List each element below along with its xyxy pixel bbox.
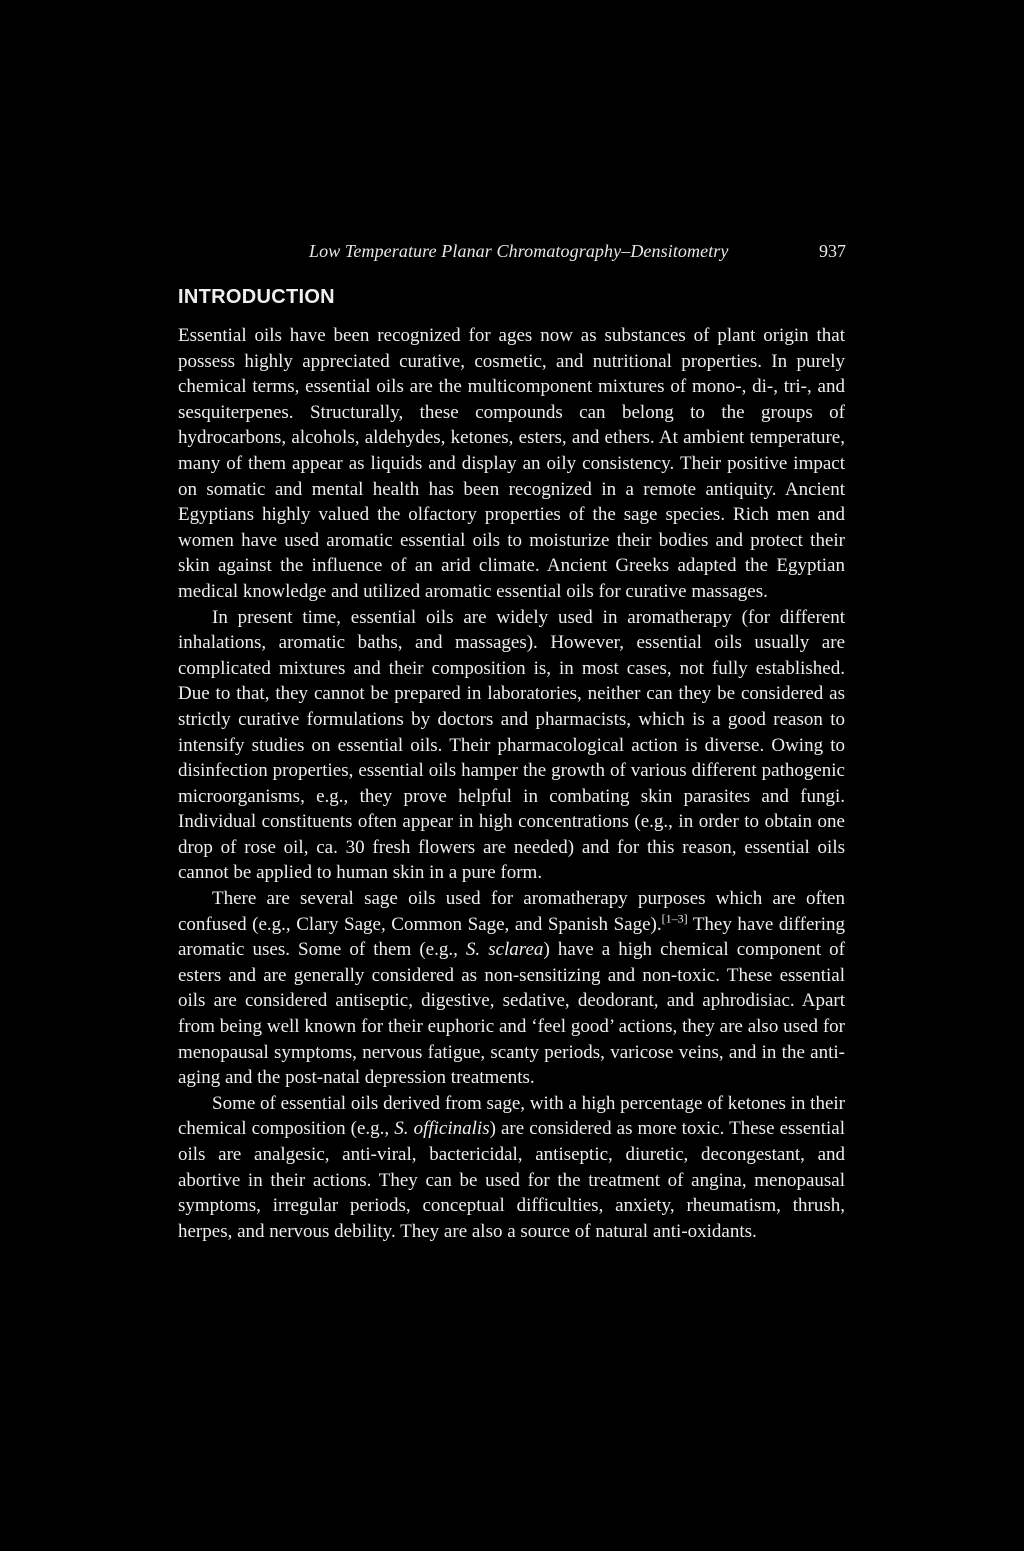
paragraph-3-text-c: ) have a high chemical component of esters and are generally considered as non-sensitizing and non-toxic. These essential oils are considered antiseptic, digestive, sedative, deodorant, and aphrodisiac. Apart from being well known for their euphoric and ‘feel good’ actions, they are also used for menopausal symptoms, nervous fatigue, scanty periods, varicose veins, and in the anti-aging and the post-natal depression treatments.	[178, 939, 846, 1089]
paragraph-4	[178, 1091, 845, 1245]
paragraph-3	[178, 886, 845, 1091]
paragraph-1: Essential oils have been recognized for ages now as substances of plant origin that possess highly appreciated curative, cosmetic, and nutritional properties. In purely chemical terms, essential oils are the multicomponent mixtures of mono-, di-, tri-, and sesquiterpenes. Structurally, these compounds can belong to the groups of hydrocarbons, alcohols, aldehydes, ketones, esters, and ethers. At ambient temperature, many of them appear as liquids and display an oily consistency. Their positive impact on somatic and mental health has been recognized in a remote antiquity. Ancient Egyptians highly valued the olfactory properties of the sage species. Rich men and women have used aromatic essential oils to moisturize their bodies and protect their skin against the influence of an arid climate. Ancient Greeks adapted the Egyptian medical knowledge and utilized aromatic essential oils for curative massages.	[178, 325, 845, 602]
species-name: S. officinalis	[394, 1118, 490, 1140]
paragraph-3-text-a: There are several sage oils used for aromatherapy purposes which are often confused (e.g., Clary Sage, Common Sage, and Spanish Sage).	[178, 888, 845, 935]
body-text	[178, 323, 845, 1244]
section-heading: INTRODUCTION	[178, 286, 335, 308]
paragraph-3-text-b: They have differing aromatic uses. Some of them (e.g.,	[178, 913, 845, 961]
species-name: S. sclarea	[465, 939, 544, 961]
citation-reference: [1–3]	[661, 911, 688, 926]
page-number: 937	[819, 241, 846, 261]
paragraph-2: In present time, essential oils are widely used in aromatherapy (for different inhalations, aromatic baths, and massages). However, essential oils usually are complicated mixtures and their composition is, in most cases, not fully established. Due to that, they cannot be prepared in laboratories, neither can they be considered as strictly curative formulations by doctors and pharmacists, which is a good reason to intensify studies on essential oils. Their pharmacological action is diverse. Owing to disinfection properties, essential oils hamper the growth of various different pathogenic microorganisms, e.g., they prove helpful in combating skin parasites and fungi. Individual constituents often appear in high concentrations (e.g., in order to obtain one drop of rose oil, ca. 30 fresh flowers are needed) and for this reason, essential oils cannot be applied to human skin in a pure form.	[178, 606, 845, 884]
paragraph-4-text-b: ) are considered as more toxic. These essential oils are analgesic, anti-viral, bactericidal, antiseptic, diuretic, decongestant, and abortive in their actions. They can be used for the treatment of angina, menopausal symptoms, irregular periods, conceptual difficulties, anxiety, rheumatism, thrush, herpes, and nervous debility. They are also a source of natural anti-oxidants.	[178, 1118, 846, 1242]
running-title: Low Temperature Planar Chromatography–Densitometry	[309, 241, 729, 261]
paragraph-4-text-a: Some of essential oils derived from sage, with a high percentage of ketones in their chemical composition (e.g.,	[178, 1092, 845, 1140]
